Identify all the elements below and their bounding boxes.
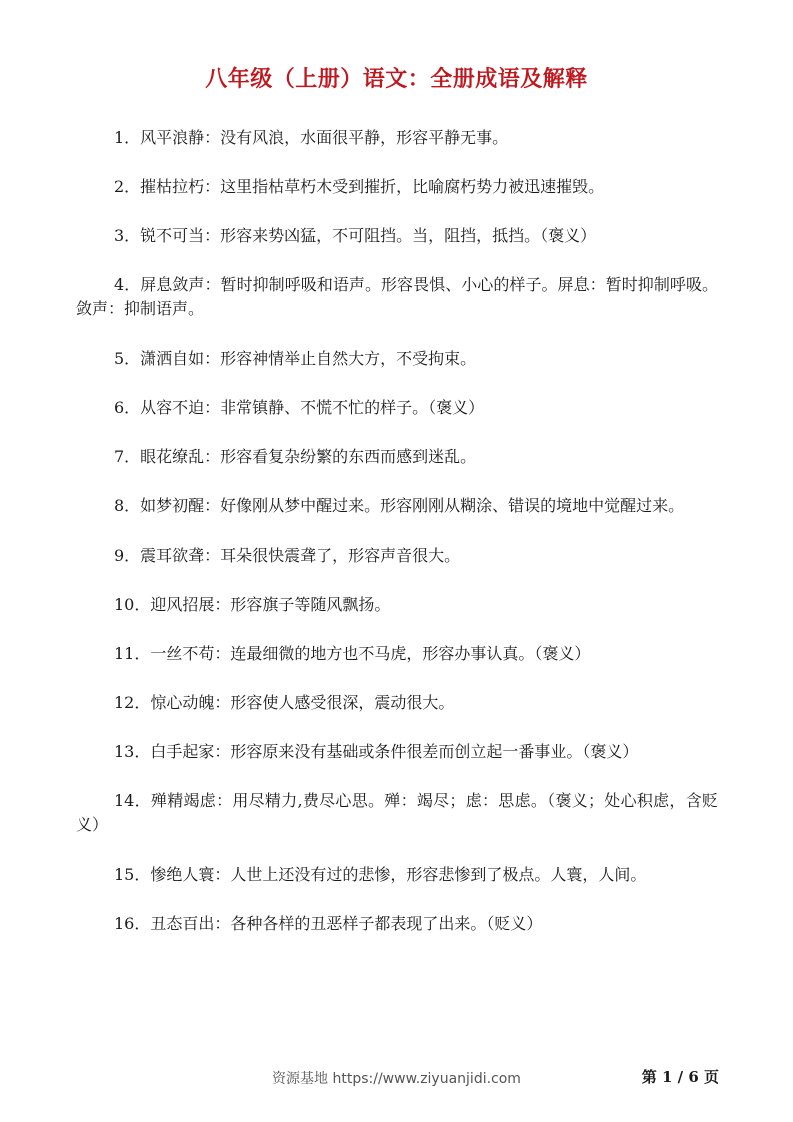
idiom-entry: 12．惊心动魄：形容使人感受很深，震动很大。 xyxy=(114,693,455,712)
idiom-entry: 14．殚精竭虑：用尽精力,费尽心思。殚：竭尽；虑：思虑。（褒义；处心积虑，含贬义） xyxy=(76,791,718,834)
idiom-entry: 9．震耳欲聋：耳朵很快震聋了，形容声音很大。 xyxy=(114,546,461,565)
idiom-entry: 7．眼花缭乱：形容看复杂纷繁的东西而感到迷乱。 xyxy=(114,447,477,466)
idiom-entry: 2．摧枯拉朽：这里指枯草朽木受到摧折，比喻腐朽势力被迅速摧毁。 xyxy=(114,177,605,196)
idiom-entry: 6．从容不迫：非常镇静、不慌不忙的样子。（褒义） xyxy=(114,398,485,417)
idiom-entry: 3．锐不可当：形容来势凶猛，不可阻挡。当，阻挡，抵挡。（褒义） xyxy=(114,226,597,245)
idiom-entry: 1．风平浪静：没有风浪，水面很平静，形容平静无事。 xyxy=(114,128,509,147)
page-number: 第 1 / 6 页 xyxy=(641,1068,719,1086)
page-title: 八年级（上册）语文：全册成语及解释 xyxy=(205,67,588,92)
idiom-entry: 5．潇洒自如：形容神情举止自然大方，不受拘束。 xyxy=(114,349,477,368)
idiom-entry: 8．如梦初醒：好像刚从梦中醒过来。形容刚刚从糊涂、错误的境地中觉醒过来。 xyxy=(114,496,685,515)
idiom-entry: 11．一丝不苟：连最细微的地方也不马虎，形容办事认真。（褒义） xyxy=(114,644,591,663)
idiom-entry: 13．白手起家：形容原来没有基础或条件很差而创立起一番事业。（褒义） xyxy=(114,742,639,761)
idiom-list xyxy=(76,126,718,961)
idiom-entry: 4．屏息敛声：暂时抑制呼吸和语声。形容畏惧、小心的样子。屏息：暂时抑制呼吸。敛声：抑制语声。 xyxy=(76,275,718,318)
idiom-entry: 15．惨绝人寰：人世上还没有过的悲惨，形容悲惨到了极点。人寰，人间。 xyxy=(114,865,647,884)
footer-site-watermark: 资源基地 https://www.ziyuanjidi.com xyxy=(272,1071,521,1087)
idiom-entry: 16．丑态百出：各种各样的丑恶样子都表现了出来。（贬义） xyxy=(114,914,543,933)
idiom-entry: 10．迎风招展：形容旗子等随风飘扬。 xyxy=(114,595,391,614)
